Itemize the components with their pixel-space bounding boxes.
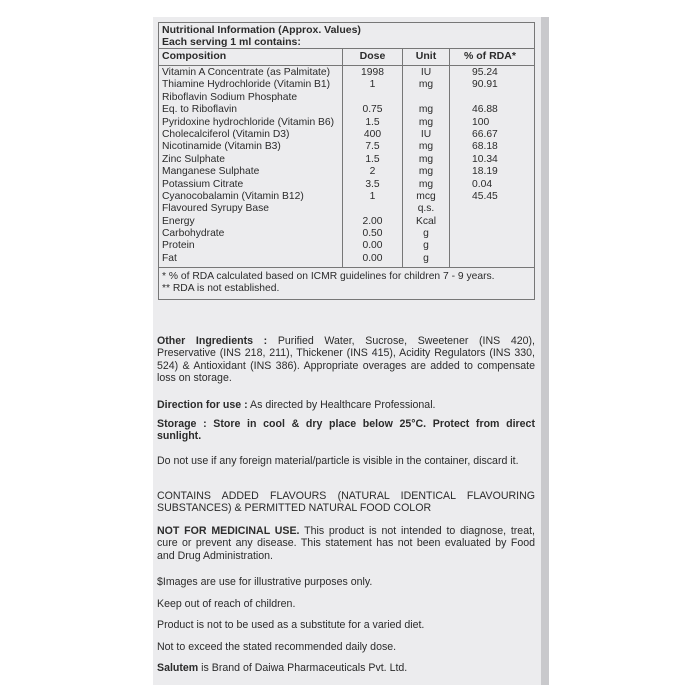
unit-cell: mg: [418, 153, 434, 165]
table-subtitle: Each serving 1 ml contains:: [162, 36, 301, 48]
composition-cell: Carbohydrate: [162, 228, 225, 240]
composition-column: [159, 66, 343, 267]
flavours-statement: CONTAINS ADDED FLAVOURS (NATURAL IDENTICAL FLAVOURING SUBSTANCES) & PERMITTED NATURAL FOOD COLOR: [157, 490, 535, 515]
composition-cell: Fat: [162, 252, 177, 264]
not-medicinal-use: [157, 525, 535, 562]
storage-text: Store in cool & dry place below 25°C. Protect from direct sunlight.: [157, 418, 535, 443]
brand-name: Salutem: [157, 662, 199, 674]
composition-cell: Energy: [162, 215, 195, 227]
unit-cell: IU: [420, 67, 432, 78]
storage-label: Storage :: [157, 418, 207, 430]
dose-column: [343, 66, 403, 267]
dose-cell: [343, 92, 402, 104]
not-medicinal-label: NOT FOR MEDICINAL USE.: [157, 525, 300, 537]
rda-cell: 100: [472, 116, 490, 128]
footnote-not-established: ** RDA is not established.: [162, 283, 280, 295]
header-dose: Dose: [343, 49, 403, 65]
dose-cell: 1.5: [365, 116, 380, 128]
substitute-note: Product is not to be used as a substitute for a varied diet.: [157, 619, 425, 631]
rda-cell: [472, 253, 534, 265]
composition-cell: Zinc Sulphate: [162, 153, 225, 165]
composition-cell: Riboflavin Sodium Phosphate: [162, 91, 298, 103]
rda-cell: 90.91: [472, 79, 498, 91]
dose-cell: 1.5: [365, 153, 380, 165]
rda-cell: 0.04: [472, 178, 493, 190]
footnote-rda: * % of RDA calculated based on ICMR guidelines for children 7 - 9 years.: [162, 271, 495, 283]
direction-for-use: [157, 399, 535, 411]
rda-cell: 18.19: [472, 166, 498, 178]
composition-cell: Potassium Citrate: [162, 178, 244, 190]
composition-cell: Flavoured Syrupy Base: [162, 203, 270, 215]
dose-cell: 0.00: [362, 240, 383, 252]
nutrition-table: [158, 22, 535, 300]
unit-cell: g: [423, 240, 429, 252]
unit-cell: g: [423, 252, 429, 264]
composition-cell: Protein: [162, 240, 195, 252]
dose-cell: 1: [369, 190, 376, 202]
rda-column: [450, 66, 534, 267]
unit-cell: mg: [418, 141, 434, 153]
table-footnotes: [159, 268, 534, 299]
panel-edge: [541, 17, 549, 685]
header-unit: Unit: [403, 49, 450, 65]
dose-cell: 1998: [361, 67, 384, 78]
unit-cell: mcg: [416, 190, 436, 202]
header-composition: Composition: [159, 49, 343, 65]
dose-warning: Not to exceed the stated recommended daily dose.: [157, 641, 397, 653]
dose-cell: 400: [363, 128, 382, 140]
rda-cell: [472, 228, 534, 240]
rda-cell: 10.34: [472, 153, 498, 165]
label-panel: [153, 17, 541, 685]
children-warning: Keep out of reach of children.: [157, 598, 296, 610]
rda-cell: [472, 240, 534, 252]
rda-cell: [472, 203, 534, 215]
header-rda: % of RDA*: [464, 50, 516, 62]
rda-cell: 46.88: [472, 104, 498, 116]
column-headers: [159, 49, 534, 66]
dose-cell: 7.5: [365, 141, 380, 153]
other-ingredients-label: Other Ingredients :: [157, 335, 268, 347]
other-ingredients: [157, 335, 535, 385]
not-medicinal-text: This product is not intended to diagnose, treat, cure or prevent any disease. This statement has not been evaluated by Food and Drug Administration.: [157, 525, 535, 562]
foreign-material-warning: Do not use if any foreign material/particle is visible in the container, discard it.: [157, 455, 519, 467]
dose-cell: 2.00: [362, 215, 383, 227]
dose-cell: 2: [369, 166, 376, 178]
composition-cell: Thiamine Hydrochloride (Vitamin B1): [162, 79, 331, 91]
composition-cell: Nicotinamide (Vitamin B3): [162, 141, 281, 153]
dose-cell: [343, 203, 402, 215]
direction-label: Direction for use :: [157, 399, 248, 411]
table-header: [159, 23, 534, 49]
composition-cell: Pyridoxine hydrochloride (Vitamin B6): [162, 116, 335, 128]
direction-text: As directed by Healthcare Professional.: [247, 399, 436, 411]
unit-cell: mg: [418, 79, 434, 91]
unit-cell: q.s.: [417, 203, 435, 215]
rda-cell: 45.45: [472, 190, 498, 202]
composition-cell: Cyanocobalamin (Vitamin B12): [162, 190, 304, 202]
dose-cell: 1: [369, 79, 376, 91]
dose-cell: 0.00: [362, 252, 383, 264]
dose-cell: 3.5: [365, 178, 380, 190]
dose-cell: 0.50: [362, 228, 383, 240]
table-body: [159, 66, 534, 268]
table-title: Nutritional Information (Approx. Values): [162, 24, 361, 36]
rda-cell: 66.67: [472, 128, 498, 140]
unit-cell: mg: [418, 178, 434, 190]
brand-statement: [157, 662, 535, 674]
dose-cell: 0.75: [362, 104, 383, 116]
rda-cell: 95.24: [472, 67, 498, 78]
rda-cell: 68.18: [472, 141, 498, 153]
images-note: $Images are use for illustrative purposes only.: [157, 576, 373, 588]
composition-cell: Vitamin A Concentrate (as Palmitate): [162, 67, 331, 78]
rda-cell: [472, 216, 534, 228]
brand-text: is Brand of Daiwa Pharmaceuticals Pvt. Ltd.: [198, 662, 408, 674]
composition-cell: Manganese Sulphate: [162, 166, 260, 178]
composition-cell: Cholecalciferol (Vitamin D3): [162, 128, 290, 140]
other-ingredients-text: Purified Water, Sucrose, Sweetener (INS 420), Preservative (INS 218, 211), Thickener (INS 415), Acidity Regulators (INS 330, 524) & Antioxidant (INS 386). Appropriate overages are added to compensate loss on storage.: [157, 335, 536, 385]
unit-cell: mg: [418, 166, 434, 178]
unit-column: [403, 66, 450, 267]
unit-cell: mg: [418, 116, 434, 128]
unit-cell: [403, 92, 449, 104]
composition-cell: Eq. to Riboflavin: [162, 104, 237, 116]
rda-cell: [472, 92, 534, 104]
unit-cell: Kcal: [415, 215, 437, 227]
unit-cell: mg: [418, 104, 434, 116]
unit-cell: IU: [420, 128, 432, 140]
storage: [157, 418, 535, 443]
unit-cell: g: [423, 228, 429, 240]
